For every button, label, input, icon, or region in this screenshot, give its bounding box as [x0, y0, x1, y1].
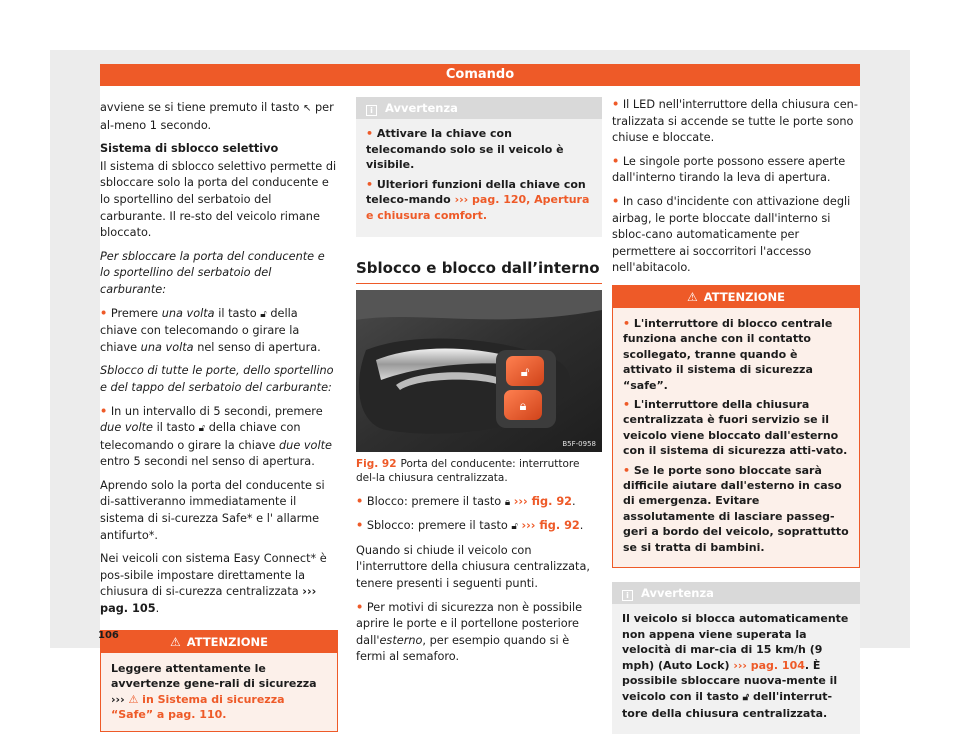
note-body: [612, 604, 860, 734]
car-key-icon: ↖: [303, 103, 312, 114]
warning-triangle-icon: ⚠︎: [686, 289, 698, 304]
bullet-unlock: • Sblocco: premere il tasto 🔓︎ ››› fig. 92.: [356, 518, 602, 536]
warning-item: • Se le porte sono bloccate sarà difficile aiutare dall'esterno in caso di emergenza. Evitare assolutamente di lasciare passeg-geri a bordo del veicolo, soprattutto se si tratta di bambini.: [623, 463, 849, 554]
column-right: [612, 97, 860, 734]
bullet-dot: •: [100, 306, 108, 320]
figure-reference-link[interactable]: ››› fig. 92: [521, 519, 580, 533]
note-item: Il veicolo si blocca automaticamente non appena viene superata la velocità di mar-cia di 15 km/h (9 mph) (Auto Lock) ››› pag. 104. È possibile sbloccare nuova-mente il veicolo con il tasto 🔓︎ dell'interrut-tore della chiusura centralizzata.: [622, 612, 849, 720]
bullet-lock: • Blocco: premere il tasto 🔒︎ ››› fig. 92.: [356, 494, 602, 512]
note-box: [612, 582, 860, 734]
figure-code: B5F-0958: [562, 439, 596, 448]
note-item: • Attivare la chiave con telecomando solo se il veicolo è visibile.: [366, 127, 564, 172]
figure-caption: Fig. 92 Porta del conducente: interruttore del-la chiusura centralizzata.: [356, 457, 580, 484]
section-title: Sblocco e blocco dall’interno: [356, 259, 602, 284]
unlock-button: [506, 356, 544, 386]
unlock-icon: 🔓︎: [260, 308, 267, 320]
bullet-led: • Il LED nell'interruttore della chiusura cen-tralizzata si accende se tutte le porte sono chiuse e bloccate.: [612, 98, 858, 145]
warning-header: ⚠︎ ATTENZIONE: [613, 286, 859, 308]
warning-item: • L'interruttore di blocco centrale funziona anche con il contatto scollegato, tranne quando è attivato il sistema di sicurezza “safe”.: [623, 316, 833, 392]
info-icon: i: [622, 590, 633, 601]
paragraph-closing: Quando si chiude il veicolo con l'interruttore della chiusura centralizzata, tenere presenti i seguenti punti.: [356, 543, 590, 590]
page-number: 106: [98, 630, 119, 641]
svg-text:🔒︎: 🔒︎: [519, 398, 527, 414]
lock-button: [504, 390, 542, 420]
bullet-once: • Premere una volta il tasto 🔓︎ della chiave con telecomando o girare la chiave una volta nel senso di apertura.: [100, 306, 321, 354]
subheading-selective-unlock: Sistema di sblocco selettivo: [100, 142, 279, 156]
note-box: [356, 97, 602, 237]
italic-instruction-2: Sblocco di tutte le porte, dello sportellino e del tappo del serbatoio del carburante:: [100, 364, 334, 394]
safety-reference-link[interactable]: in Sistema di sicurezza “Safe” a pag. 110.: [111, 692, 285, 722]
note-header: i Avvertenza: [612, 582, 860, 604]
unlock-icon: 🔓︎: [198, 423, 206, 435]
bullet-twice: • In un intervallo di 5 secondi, premere due volte il tasto 🔓︎ della chiave con telecomando o girare la chiave due volte entro 5 secondi nel senso di apertura.: [100, 404, 332, 469]
chapter-header: Comando: [100, 64, 860, 86]
warning-triangle-icon: ⚠︎: [128, 692, 139, 706]
unlock-icon: 🔓︎: [511, 521, 518, 533]
info-icon: i: [366, 105, 377, 116]
bullet-airbag: • In caso d'incidente con attivazione degli airbag, le porte bloccate dall'interno si sbloc-cano automaticamente per permettere ai soccorritori l'accesso nell'abitacolo.: [612, 194, 851, 275]
warning-box: [612, 285, 860, 568]
warning-box: [100, 630, 338, 732]
intro-paragraph: avviene se si tiene premuto il tasto ↖ per al-meno 1 secondo.: [100, 101, 334, 132]
page-reference-link[interactable]: ››› pag. 120, Apertura e chiusura comfort.: [366, 193, 590, 222]
bullet-safety: • Per motivi di sicurezza non è possibile aprire le porte e il portellone posteriore dall'esterno, per esempio quando si è fermi al semaforo.: [356, 600, 583, 664]
door-switch-figure: [356, 290, 602, 452]
page-reference-link[interactable]: ››› pag. 105: [100, 585, 317, 616]
warning-body: Leggere attentamente le avvertenze gene-rali di sicurezza ››› ⚠︎ in Sistema di sicurezza “Safe” a pag. 110.: [111, 661, 317, 722]
paragraph-driver-door: Aprendo solo la porta del conducente si di-sattiveranno immediatamente il sistema di si-curezza Safe* e l' allarme antifurto*.: [100, 478, 325, 542]
column-middle: [356, 97, 602, 673]
note-header: i Avvertenza: [356, 97, 602, 119]
paragraph-selective: Il sistema di sblocco selettivo permette di sbloccare solo la porta del conducente e lo sportellino del serbatoio del carburante. Il re-sto del veicolo rimane bloccato.: [100, 159, 337, 240]
page-reference-link[interactable]: ››› pag. 104: [733, 658, 805, 672]
bullet-doors: • Le singole porte possono essere aperte dall'interno tirando la leva di apertura.: [612, 154, 846, 185]
warning-body: [613, 308, 859, 567]
door-panel-illustration: [356, 290, 602, 452]
italic-instruction-1: Per sbloccare la porta del conducente e lo sportellino del serbatoio del carburante:: [100, 249, 325, 296]
svg-text:🔓︎: 🔓︎: [520, 364, 530, 380]
lock-icon: 🔒︎: [504, 496, 511, 508]
unlock-icon: 🔓︎: [742, 692, 750, 703]
note-item: • Ulteriori funzioni della chiave con teleco-mando ››› pag. 120, Apertura e chiusura comfort.: [366, 177, 590, 222]
warning-header: ⚠︎ ATTENZIONE: [101, 631, 337, 653]
warning-item: • L'interruttore della chiusura centralizzata è fuori servizio se il veicolo viene bloccato dall'esterno con il sistema di sicurezza atti-vato.: [623, 397, 848, 458]
warning-triangle-icon: ⚠︎: [169, 634, 181, 649]
paragraph-easy-connect: Nei veicoli con sistema Easy Connect* è pos-sibile impostare direttamente la chiusura di si-curezza centralizzata ››› pag. 105.: [100, 552, 327, 616]
figure-reference-link[interactable]: ››› fig. 92: [513, 494, 573, 508]
note-body: [356, 119, 602, 237]
column-left: [100, 100, 338, 732]
bullet-dot: •: [100, 404, 108, 418]
